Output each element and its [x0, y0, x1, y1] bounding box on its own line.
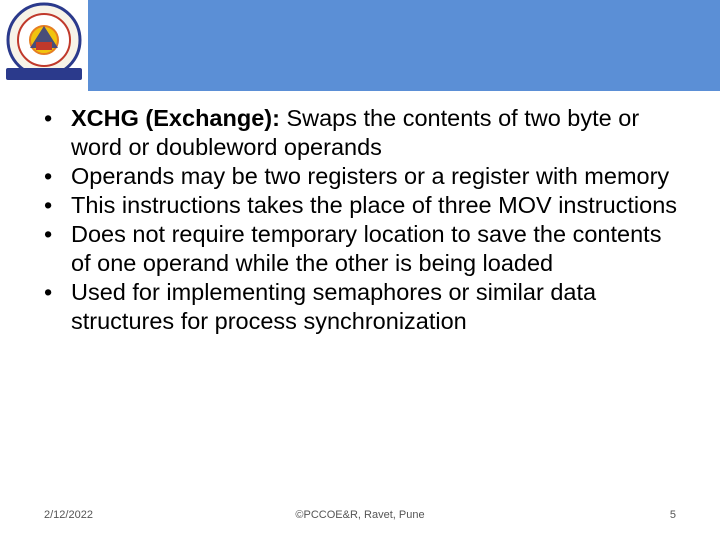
bullet-item — [44, 162, 684, 191]
bullet-term: XCHG (Exchange): — [71, 105, 280, 131]
bullet-text: Used for implementing semaphores or similar data structures for process synchronization — [71, 279, 597, 334]
bullet-dot: • — [44, 221, 53, 247]
bullet-item — [44, 220, 684, 278]
bullet-text: Operands may be two registers or a register with memory — [71, 163, 670, 189]
header-band — [88, 0, 720, 91]
footer-date: 2/12/2022 — [44, 509, 93, 521]
footer-copyright: ©PCCOE&R, Ravet, Pune — [295, 509, 425, 521]
bullet-dot: • — [44, 192, 53, 218]
bullet-text: Swaps the contents of two byte or word or doubleword operands — [71, 105, 640, 160]
bullet-dot: • — [44, 163, 53, 189]
bullet-item — [44, 191, 684, 220]
bullet-list — [44, 104, 684, 336]
page-number: 5 — [669, 509, 676, 521]
bullet-text: Does not require temporary location to save the contents of one operand while the other is being loaded — [71, 221, 662, 276]
bullet-dot: • — [44, 105, 53, 131]
bullet-text: This instructions takes the place of three MOV instructions — [71, 192, 678, 218]
college-logo — [0, 0, 88, 91]
bullet-item — [44, 278, 684, 336]
slide-content — [44, 104, 684, 336]
bullet-dot: • — [44, 279, 53, 305]
bullet-item — [44, 104, 684, 162]
